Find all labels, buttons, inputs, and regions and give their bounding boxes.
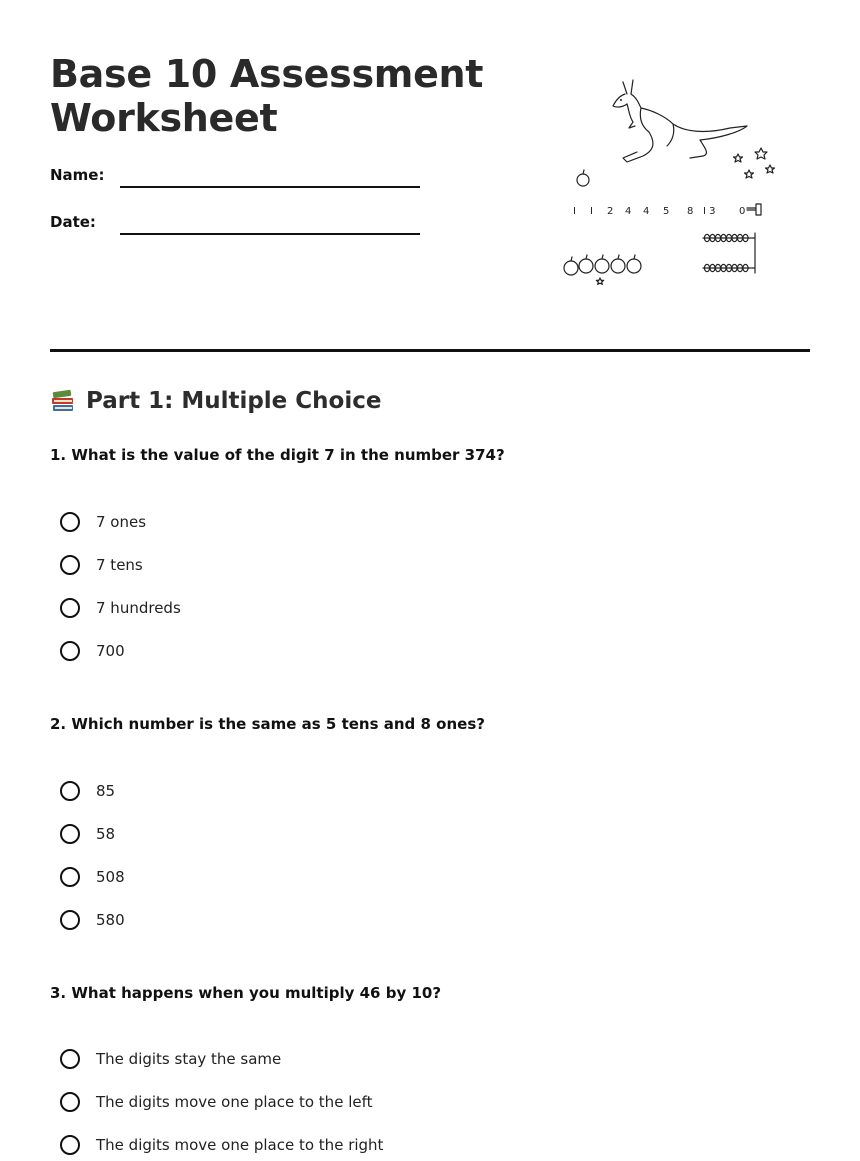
apples-row-icon	[564, 255, 641, 275]
date-label: Date:	[50, 213, 96, 231]
date-input-line[interactable]	[120, 233, 420, 235]
question-2: 2. Which number is the same as 5 tens and 8 ones?	[50, 715, 485, 733]
radio-button[interactable]	[60, 867, 80, 887]
number-line-label: 2	[607, 206, 614, 217]
title-line-2: Worksheet	[50, 96, 278, 140]
option-label: 7 tens	[96, 556, 143, 574]
section-divider	[50, 349, 810, 352]
option-label: 58	[96, 825, 116, 843]
option-label: 7 ones	[96, 513, 147, 531]
name-input-line[interactable]	[120, 186, 420, 188]
kangaroo-icon	[613, 80, 747, 162]
option-label: The digits move one place to the right	[96, 1136, 384, 1154]
number-line-label: 0	[739, 206, 746, 217]
q1-option-b[interactable]	[60, 552, 143, 578]
option-label: 700	[96, 642, 125, 660]
kangaroo-number-line-illustration	[555, 70, 785, 295]
q1-option-c[interactable]	[60, 595, 181, 621]
radio-button[interactable]	[60, 1049, 80, 1069]
radio-button[interactable]	[60, 512, 80, 532]
option-label: 85	[96, 782, 116, 800]
stars-icon	[596, 148, 774, 284]
radio-button[interactable]	[60, 1092, 80, 1112]
option-label: The digits stay the same	[96, 1050, 282, 1068]
part1-title: Part 1: Multiple Choice	[86, 388, 382, 414]
connector-icon	[747, 204, 761, 215]
q3-option-a[interactable]	[60, 1046, 281, 1072]
radio-button[interactable]	[60, 824, 80, 844]
title-line-1: Base 10 Assessment	[50, 52, 484, 96]
worksheet-title	[50, 52, 520, 140]
number-line-label: 4	[643, 206, 650, 217]
number-line-label: 4	[625, 206, 632, 217]
books-icon	[50, 388, 76, 414]
name-label: Name:	[50, 166, 105, 184]
name-field[interactable]	[50, 166, 430, 196]
radio-button[interactable]	[60, 555, 80, 575]
number-line-label: I	[573, 206, 576, 217]
number-line-label: I	[590, 206, 593, 217]
question-3: 3. What happens when you multiply 46 by 10?	[50, 984, 442, 1002]
date-field[interactable]	[50, 213, 430, 243]
apple-icon	[577, 170, 589, 186]
q1-option-d[interactable]	[60, 638, 125, 664]
option-label: The digits move one place to the left	[96, 1093, 373, 1111]
radio-button[interactable]	[60, 781, 80, 801]
radio-button[interactable]	[60, 641, 80, 661]
bead-rods-icon	[703, 233, 755, 273]
q2-option-a[interactable]	[60, 778, 115, 804]
radio-button[interactable]	[60, 910, 80, 930]
q2-option-b[interactable]	[60, 821, 115, 847]
q2-option-d[interactable]	[60, 907, 125, 933]
radio-button[interactable]	[60, 598, 80, 618]
q1-option-a[interactable]	[60, 509, 146, 535]
option-label: 508	[96, 868, 125, 886]
option-label: 7 hundreds	[96, 599, 181, 617]
q2-option-c[interactable]	[60, 864, 125, 890]
q3-option-b[interactable]	[60, 1089, 372, 1115]
number-line-label: 5	[663, 206, 670, 217]
number-line-label: I 3	[703, 206, 716, 217]
question-1: 1. What is the value of the digit 7 in the number 374?	[50, 446, 505, 464]
number-line-label: 8	[687, 206, 694, 217]
part1-heading	[50, 388, 381, 414]
q3-option-c[interactable]	[60, 1132, 383, 1158]
number-line	[573, 206, 745, 217]
option-label: 580	[96, 911, 125, 929]
radio-button[interactable]	[60, 1135, 80, 1155]
